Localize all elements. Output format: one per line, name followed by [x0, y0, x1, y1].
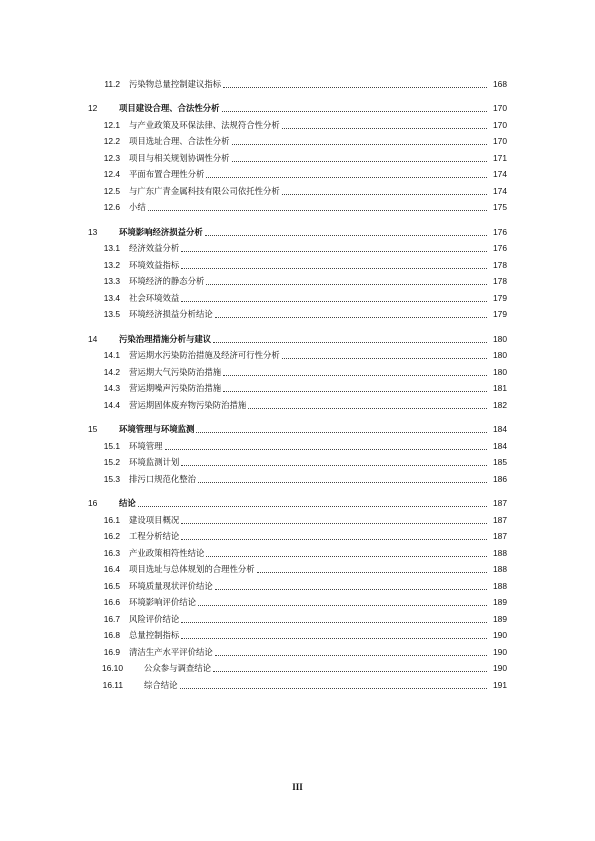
toc-entry-number: 15.2 — [103, 457, 120, 467]
toc-spacer — [88, 485, 507, 493]
toc-section-entry[interactable] — [88, 114, 507, 131]
toc-entry-title: 风险评价结论 — [129, 613, 180, 624]
toc-dot-leader — [148, 210, 487, 211]
toc-entry-page: 175 — [493, 202, 507, 212]
toc-entry-title: 项目选址与总体规划的合理性分析 — [129, 564, 255, 574]
toc-entry-number: 16.7 — [103, 613, 120, 624]
toc-section-entry[interactable] — [88, 238, 507, 255]
toc-dot-leader — [196, 432, 487, 433]
toc-section-entry[interactable] — [88, 304, 507, 321]
table-of-contents — [88, 73, 507, 691]
toc-entry-number: 16.11 — [102, 679, 123, 690]
toc-dot-leader — [282, 194, 487, 195]
toc-dot-leader — [206, 556, 487, 557]
toc-entry-title: 环境影响经济损益分析 — [119, 226, 203, 237]
toc-entry-number: 11.2 — [104, 78, 120, 89]
toc-entry-page: 174 — [493, 169, 507, 179]
toc-entry-page: 178 — [493, 259, 507, 270]
toc-entry-number: 14 — [88, 333, 98, 344]
toc-entry-page: 190 — [493, 646, 507, 657]
toc-dot-leader — [198, 605, 487, 606]
toc-dot-leader — [282, 128, 487, 129]
toc-dot-leader — [181, 301, 487, 302]
toc-dot-leader — [181, 268, 487, 269]
toc-entry-title: 环境经济的静态分析 — [129, 276, 205, 286]
toc-spacer — [88, 213, 507, 221]
toc-entry-page: 182 — [493, 399, 507, 410]
toc-section-entry[interactable] — [88, 394, 507, 411]
toc-spacer — [88, 320, 507, 328]
toc-section-entry[interactable] — [88, 641, 507, 658]
toc-entry-title: 与产业政策及环保法律、法规符合性分析 — [129, 119, 280, 130]
toc-dot-leader — [257, 572, 487, 573]
toc-entry-number: 13.3 — [103, 276, 120, 286]
toc-entry-number: 16.5 — [103, 580, 120, 591]
toc-entry-title: 项目选址合理、合法性分析 — [129, 136, 230, 146]
toc-dot-leader — [165, 449, 488, 450]
toc-entry-number: 15 — [88, 424, 98, 434]
toc-dot-leader — [198, 482, 487, 483]
toc-entry-page: 170 — [493, 103, 507, 113]
toc-entry-number: 16.1 — [103, 514, 120, 525]
toc-dot-leader — [181, 251, 487, 252]
toc-entry-page: 176 — [493, 226, 507, 237]
toc-entry-number: 12.5 — [103, 185, 120, 196]
toc-dot-leader — [232, 144, 488, 145]
toc-entry-number: 16.2 — [103, 531, 120, 541]
toc-dot-leader — [206, 177, 487, 178]
toc-spacer — [88, 411, 507, 419]
toc-dot-leader — [248, 408, 487, 409]
toc-section-entry[interactable] — [88, 345, 507, 362]
toc-section-entry[interactable] — [88, 131, 507, 148]
toc-chapter-entry[interactable] — [88, 493, 507, 510]
toc-entry-title: 环境效益指标 — [129, 259, 180, 270]
toc-section-entry[interactable] — [88, 73, 507, 90]
toc-section-entry[interactable] — [88, 164, 507, 181]
toc-entry-title: 产业政策相符性结论 — [129, 547, 205, 558]
toc-entry-number: 14.3 — [103, 383, 120, 393]
toc-dot-leader — [223, 391, 487, 392]
toc-section-entry[interactable] — [88, 559, 507, 576]
toc-chapter-entry[interactable] — [88, 328, 507, 345]
toc-entry-title: 小结 — [129, 202, 146, 212]
toc-entry-title: 与广东广青金属科技有限公司依托性分析 — [129, 185, 280, 196]
toc-section-entry[interactable] — [88, 542, 507, 559]
toc-dot-leader — [282, 358, 487, 359]
toc-entry-page: 179 — [493, 292, 507, 303]
toc-section-entry[interactable] — [88, 468, 507, 485]
toc-entry-page: 184 — [493, 440, 507, 451]
toc-entry-page: 171 — [493, 152, 507, 163]
toc-section-entry[interactable] — [88, 608, 507, 625]
toc-section-entry[interactable] — [88, 658, 507, 675]
toc-entry-page: 184 — [493, 424, 507, 434]
toc-entry-number: 12.2 — [103, 136, 120, 146]
toc-entry-number: 13.4 — [103, 292, 120, 303]
toc-entry-title: 环境质量现状评价结论 — [129, 580, 213, 591]
toc-entry-page: 179 — [493, 309, 507, 319]
toc-entry-title: 环境影响评价结论 — [129, 597, 196, 607]
toc-entry-title: 平面布置合理性分析 — [129, 169, 205, 179]
toc-dot-leader — [215, 655, 487, 656]
toc-entry-page: 180 — [493, 333, 507, 344]
toc-section-entry[interactable] — [88, 526, 507, 543]
toc-dot-leader — [181, 523, 487, 524]
toc-dot-leader — [222, 111, 488, 112]
toc-entry-title: 综合结论 — [144, 679, 178, 690]
toc-section-entry[interactable] — [88, 509, 507, 526]
toc-entry-title: 营运期大气污染防治措施 — [129, 366, 222, 377]
toc-entry-page: 190 — [493, 630, 507, 640]
toc-entry-number: 12.4 — [103, 169, 120, 179]
toc-entry-number: 16.8 — [103, 630, 120, 640]
toc-section-entry[interactable] — [88, 378, 507, 395]
toc-section-entry[interactable] — [88, 197, 507, 214]
toc-dot-leader — [215, 317, 487, 318]
toc-entry-title: 营运期固体废弃物污染防治措施 — [129, 399, 247, 410]
toc-dot-leader — [181, 638, 487, 639]
toc-entry-page: 187 — [493, 531, 507, 541]
toc-entry-title: 经济效益分析 — [129, 243, 180, 253]
toc-entry-title: 环境监测计划 — [129, 457, 180, 467]
toc-entry-title: 工程分析结论 — [129, 531, 180, 541]
toc-entry-page: 187 — [493, 498, 507, 508]
toc-entry-number: 14.1 — [103, 350, 120, 360]
toc-entry-title: 排污口规范化整治 — [129, 473, 196, 484]
toc-entry-page: 188 — [493, 580, 507, 591]
toc-entry-title: 污染物总量控制建议指标 — [129, 78, 222, 89]
toc-section-entry[interactable] — [88, 271, 507, 288]
toc-dot-leader — [232, 161, 488, 162]
toc-entry-page: 170 — [493, 119, 507, 130]
toc-entry-page: 186 — [493, 473, 507, 484]
toc-entry-title: 公众参与调查结论 — [144, 663, 211, 673]
toc-entry-title: 营运期噪声污染防治措施 — [129, 383, 222, 393]
toc-entry-title: 环境管理 — [129, 440, 163, 451]
toc-entry-page: 178 — [493, 276, 507, 286]
toc-entry-page: 185 — [493, 457, 507, 467]
toc-section-entry[interactable] — [88, 147, 507, 164]
toc-entry-page: 188 — [493, 547, 507, 558]
toc-entry-title: 建设项目概况 — [129, 514, 180, 525]
toc-entry-number: 15.3 — [103, 473, 120, 484]
toc-entry-page: 180 — [493, 350, 507, 360]
toc-entry-page: 174 — [493, 185, 507, 196]
toc-entry-number: 16.9 — [103, 646, 120, 657]
toc-entry-number: 16.10 — [102, 663, 123, 673]
toc-entry-number: 13.5 — [103, 309, 120, 319]
toc-entry-title: 项目与相关规划协调性分析 — [129, 152, 230, 163]
toc-dot-leader — [181, 622, 487, 623]
toc-entry-page: 181 — [493, 383, 507, 393]
toc-section-entry[interactable] — [88, 625, 507, 642]
toc-entry-page: 168 — [493, 78, 507, 89]
toc-entry-number: 16.4 — [103, 564, 120, 574]
toc-entry-page: 170 — [493, 136, 507, 146]
toc-entry-number: 13 — [88, 226, 98, 237]
toc-entry-page: 191 — [493, 679, 507, 690]
toc-entry-title: 环境管理与环境监测 — [119, 424, 195, 434]
toc-spacer — [88, 90, 507, 98]
toc-dot-leader — [223, 87, 487, 88]
toc-entry-number: 14.2 — [103, 366, 120, 377]
toc-entry-number: 16 — [88, 498, 98, 508]
toc-entry-title: 环境经济损益分析结论 — [129, 309, 213, 319]
toc-chapter-entry[interactable] — [88, 98, 507, 115]
toc-dot-leader — [215, 589, 487, 590]
toc-entry-page: 176 — [493, 243, 507, 253]
toc-chapter-entry[interactable] — [88, 419, 507, 436]
toc-section-entry[interactable] — [88, 592, 507, 609]
toc-entry-number: 12.6 — [103, 202, 120, 212]
toc-dot-leader — [213, 342, 487, 343]
toc-section-entry[interactable] — [88, 254, 507, 271]
toc-section-entry[interactable] — [88, 435, 507, 452]
toc-section-entry[interactable] — [88, 452, 507, 469]
toc-entry-number: 14.4 — [103, 399, 120, 410]
toc-section-entry[interactable] — [88, 287, 507, 304]
toc-entry-page: 189 — [493, 613, 507, 624]
toc-dot-leader — [181, 465, 487, 466]
toc-entry-title: 结论 — [119, 498, 136, 508]
toc-entry-title: 清洁生产水平评价结论 — [129, 646, 213, 657]
toc-entry-number: 16.3 — [103, 547, 120, 558]
toc-dot-leader — [223, 375, 487, 376]
toc-section-entry[interactable] — [88, 180, 507, 197]
toc-entry-number: 12.3 — [103, 152, 120, 163]
toc-entry-page: 180 — [493, 366, 507, 377]
toc-entry-page: 187 — [493, 514, 507, 525]
toc-entry-number: 13.2 — [103, 259, 120, 270]
toc-dot-leader — [138, 506, 487, 507]
toc-entry-title: 社会环境效益 — [129, 292, 180, 303]
toc-entry-number: 13.1 — [103, 243, 120, 253]
toc-entry-number: 12 — [88, 103, 98, 113]
toc-dot-leader — [205, 235, 487, 236]
toc-section-entry[interactable] — [88, 361, 507, 378]
toc-entry-title: 项目建设合理、合法性分析 — [119, 103, 220, 113]
toc-entry-page: 190 — [493, 663, 507, 673]
toc-entry-title: 总量控制指标 — [129, 630, 180, 640]
toc-dot-leader — [206, 284, 487, 285]
page-number: III — [292, 782, 303, 792]
toc-chapter-entry[interactable] — [88, 221, 507, 238]
toc-dot-leader — [213, 671, 487, 672]
toc-dot-leader — [180, 688, 488, 689]
toc-entry-title: 营运期水污染防治措施及经济可行性分析 — [129, 350, 280, 360]
toc-entry-number: 16.6 — [103, 597, 120, 607]
toc-section-entry[interactable] — [88, 674, 507, 691]
toc-entry-page: 189 — [493, 597, 507, 607]
toc-entry-number: 12.1 — [103, 119, 120, 130]
toc-entry-number: 15.1 — [103, 440, 120, 451]
toc-dot-leader — [181, 539, 487, 540]
toc-section-entry[interactable] — [88, 575, 507, 592]
toc-entry-page: 188 — [493, 564, 507, 574]
toc-entry-title: 污染治理措施分析与建议 — [119, 333, 212, 344]
